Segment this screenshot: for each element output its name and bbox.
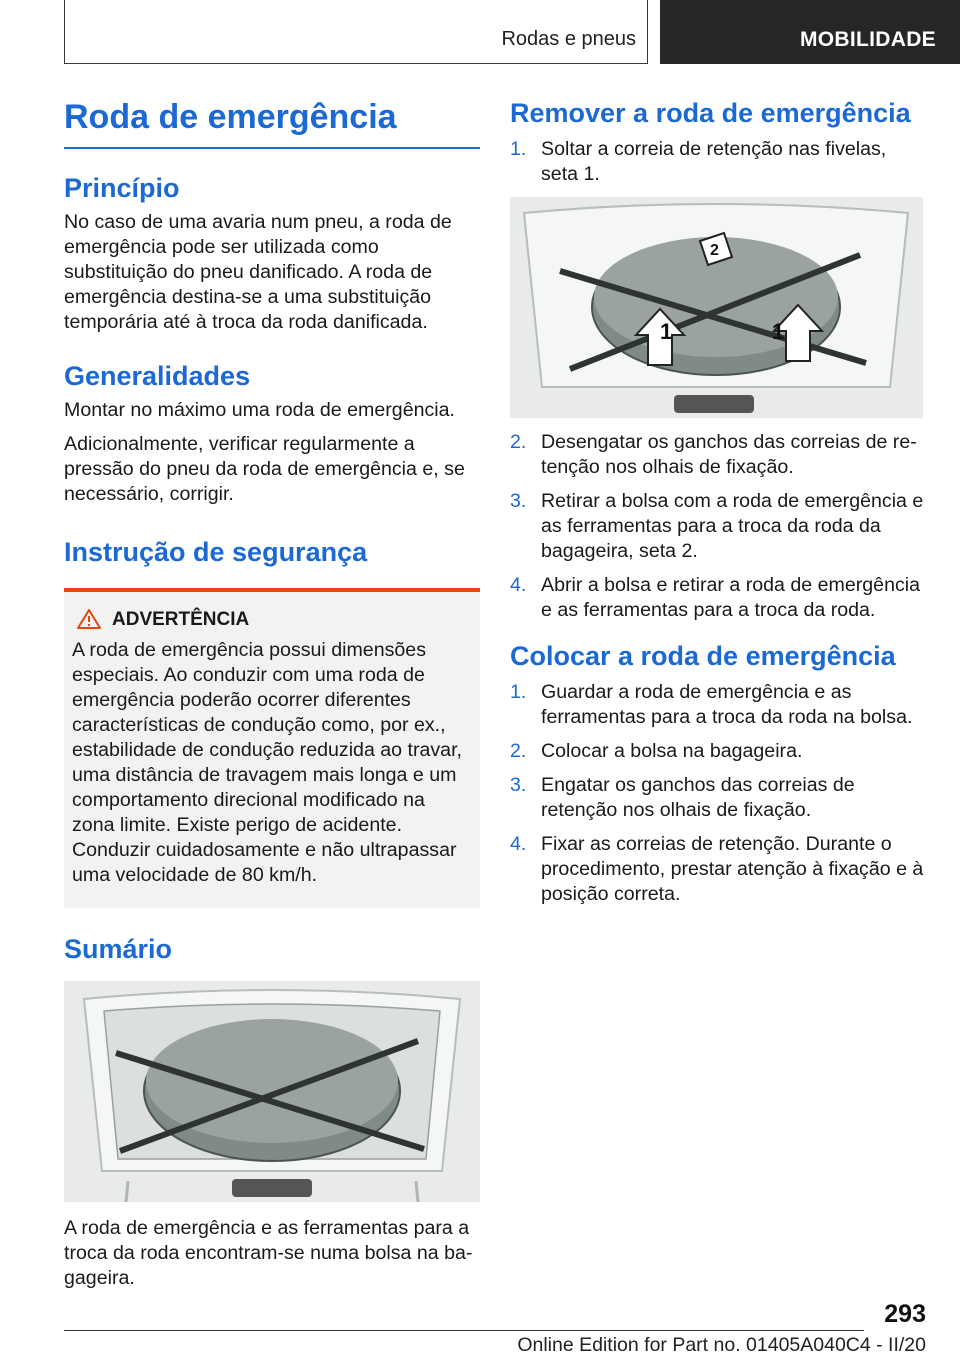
step-text: Retirar a bolsa com a roda de emergência e as ferramentas para a troca da roda da bagageira, seta 2. (541, 490, 924, 562)
remover-steps-1 (510, 137, 926, 187)
generalidades-text-1: Montar no máximo uma roda de emergência. (64, 399, 455, 421)
warning-triangle-icon (76, 608, 102, 630)
section-generalidades (64, 361, 480, 507)
left-column (64, 98, 480, 1291)
remover-steps-2 (510, 430, 926, 623)
colocar-steps (510, 680, 926, 907)
step-number: 4. (510, 833, 527, 855)
page-number: 293 (884, 1300, 926, 1328)
step-number: 4. (510, 574, 527, 596)
footer-edition: Online Edition for Part no. 01405A040C4 - II/20 (517, 1334, 926, 1356)
right-column (510, 98, 926, 916)
section-sumario (64, 934, 480, 1291)
step-number: 3. (510, 490, 527, 512)
principio-text: No caso de uma avaria num pneu, a roda de emergência pode ser utilizada como substituição do pneu danificado. A roda de emergência destina-se a uma substituição temporária até à troca da roda danificada. (64, 211, 452, 333)
remove-strap-image (510, 197, 923, 418)
step-text: Desengatar os ganchos das correias de retenção nos olhais de fixação. (541, 431, 917, 478)
step-text: Engatar os ganchos das correias de retenção nos olhais de fixação. (541, 774, 855, 821)
list-item (510, 680, 926, 730)
list-item (510, 773, 926, 823)
section-principio (64, 173, 480, 335)
footer-divider (64, 1330, 864, 1331)
step-text: Abrir a bolsa e retirar a roda de emergência e as ferramentas para a troca da roda. (541, 574, 921, 621)
header-section-title: Rodas e pneus (501, 28, 636, 50)
step-text: Soltar a correia de retenção nas fivelas, seta 1. (541, 138, 887, 185)
heading-principio: Princípio (64, 173, 180, 203)
trunk-overview-image (64, 981, 480, 1202)
list-item (510, 430, 926, 480)
heading-seguranca: Instrução de segurança (64, 537, 368, 567)
step-number: 2. (510, 740, 527, 762)
warning-label: ADVERTÊNCIA (112, 609, 250, 630)
step-number: 1. (510, 681, 527, 703)
sumario-caption: A roda de emergência e as ferramentas para a troca da roda encontram-se numa bolsa na bagageira. (64, 1217, 473, 1289)
step-text: Fixar as correias de retenção. Durante o procedimento, prestar atenção à fixação e à posição correta. (541, 833, 924, 905)
list-item (510, 489, 926, 564)
arrow-label-1b: 1 (772, 319, 785, 344)
heading-sumario: Sumário (64, 934, 173, 964)
page-title: Roda de emergência (64, 98, 480, 149)
heading-generalidades: Generalidades (64, 361, 251, 391)
step-number: 2. (510, 431, 527, 453)
list-item (510, 739, 926, 764)
warning-box (64, 592, 480, 908)
warning-text: A roda de emergência possui dimensões especiais. Ao conduzir com uma roda de emergência poderão ocorrer diferentes características de condução como, por ex., estabilidade de condução reduzida ao travar, uma distância de travagem mais longa e um comportamento direcional modificado na zona limite. Existe perigo de acidente. Conduzir cuidadosamente e não ultrapassar uma velocidade de 80 km/h. (72, 639, 462, 886)
header-chapter-tab: MOBILIDADE (660, 0, 960, 64)
step-number: 1. (510, 138, 527, 160)
heading-remover: Remover a roda de emergência (510, 98, 911, 128)
list-item (510, 137, 926, 187)
list-item (510, 573, 926, 623)
list-item (510, 832, 926, 907)
arrow-label-1: 1 (660, 319, 673, 344)
section-colocar (510, 641, 926, 907)
step-text: Guardar a roda de emergência e as ferramentas para a troca da roda na bolsa. (541, 681, 913, 728)
arrow-label-2: 2 (710, 242, 719, 259)
step-number: 3. (510, 774, 527, 796)
heading-colocar: Colocar a roda de emergência (510, 641, 896, 671)
section-seguranca (64, 537, 480, 908)
generalidades-text-2: Adicionalmente, verificar regularmente a pressão do pneu da roda de emergência e, se necessário, corrigir. (64, 433, 465, 505)
step-text: Colocar a bolsa na bagageira. (541, 740, 803, 762)
